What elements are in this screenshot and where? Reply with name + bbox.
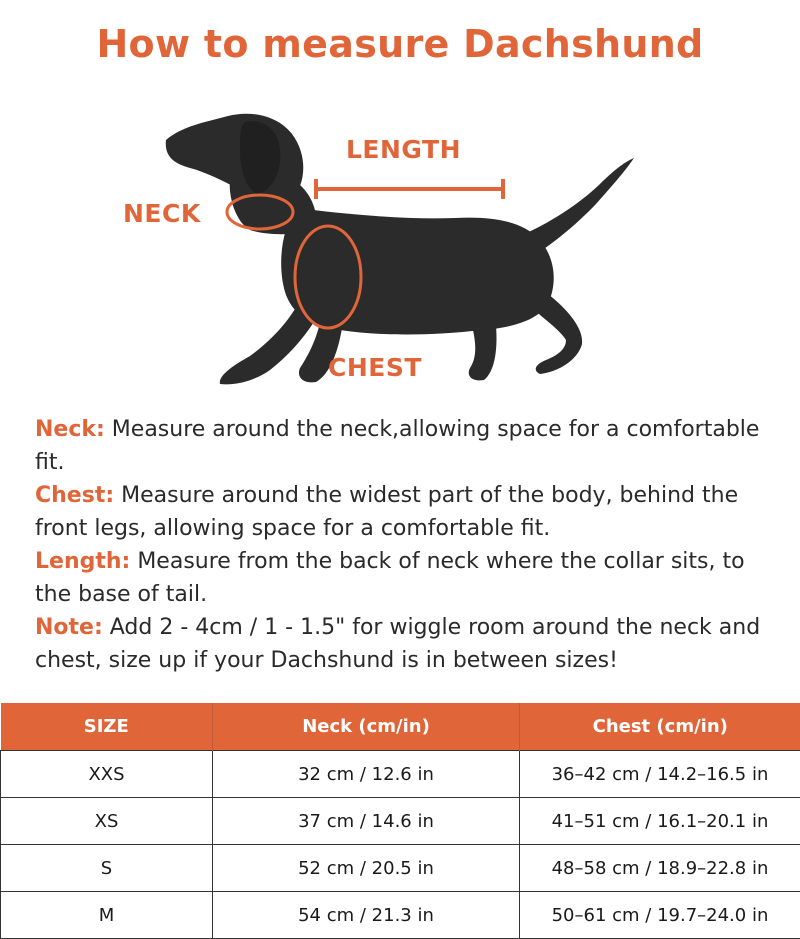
header-size: SIZE: [1, 703, 213, 751]
cell-size: M: [1, 892, 213, 939]
table-header-row: [1, 703, 800, 751]
cell-neck: 32 cm / 12.6 in: [213, 751, 520, 798]
table-row: [1, 751, 800, 798]
instruction-length: Length: Measure from the back of neck where the collar sits, to the base of tail.: [35, 545, 780, 611]
table-row: [1, 845, 800, 892]
dachshund-measurement-diagram: [0, 100, 800, 400]
table-row: [1, 798, 800, 845]
size-chart-table: [0, 703, 800, 939]
cell-chest: 48–58 cm / 18.9–22.8 in: [520, 845, 800, 892]
instruction-chest: Chest: Measure around the widest part of the body, behind the front legs, allowing space for a comfortable fit.: [35, 479, 780, 545]
cell-size: XXS: [1, 751, 213, 798]
length-measure-bar: [316, 179, 503, 199]
page-title: How to measure Dachshund: [0, 22, 800, 66]
header-chest: Chest (cm/in): [520, 703, 800, 751]
measurement-instructions: [35, 413, 780, 677]
instruction-note: Note: Add 2 - 4cm / 1 - 1.5" for wiggle room around the neck and chest, size up if your Dachshund is in between sizes!: [35, 611, 780, 677]
cell-chest: 41–51 cm / 16.1–20.1 in: [520, 798, 800, 845]
cell-size: S: [1, 845, 213, 892]
header-neck: Neck (cm/in): [213, 703, 520, 751]
length-label: LENGTH: [346, 135, 461, 164]
cell-neck: 54 cm / 21.3 in: [213, 892, 520, 939]
table-row: [1, 892, 800, 939]
chest-label: CHEST: [328, 353, 422, 382]
instruction-neck: Neck: Measure around the neck,allowing space for a comfortable fit.: [35, 413, 780, 479]
cell-neck: 37 cm / 14.6 in: [213, 798, 520, 845]
cell-neck: 52 cm / 20.5 in: [213, 845, 520, 892]
neck-label: NECK: [123, 199, 202, 228]
cell-chest: 36–42 cm / 14.2–16.5 in: [520, 751, 800, 798]
cell-chest: 50–61 cm / 19.7–24.0 in: [520, 892, 800, 939]
cell-size: XS: [1, 798, 213, 845]
